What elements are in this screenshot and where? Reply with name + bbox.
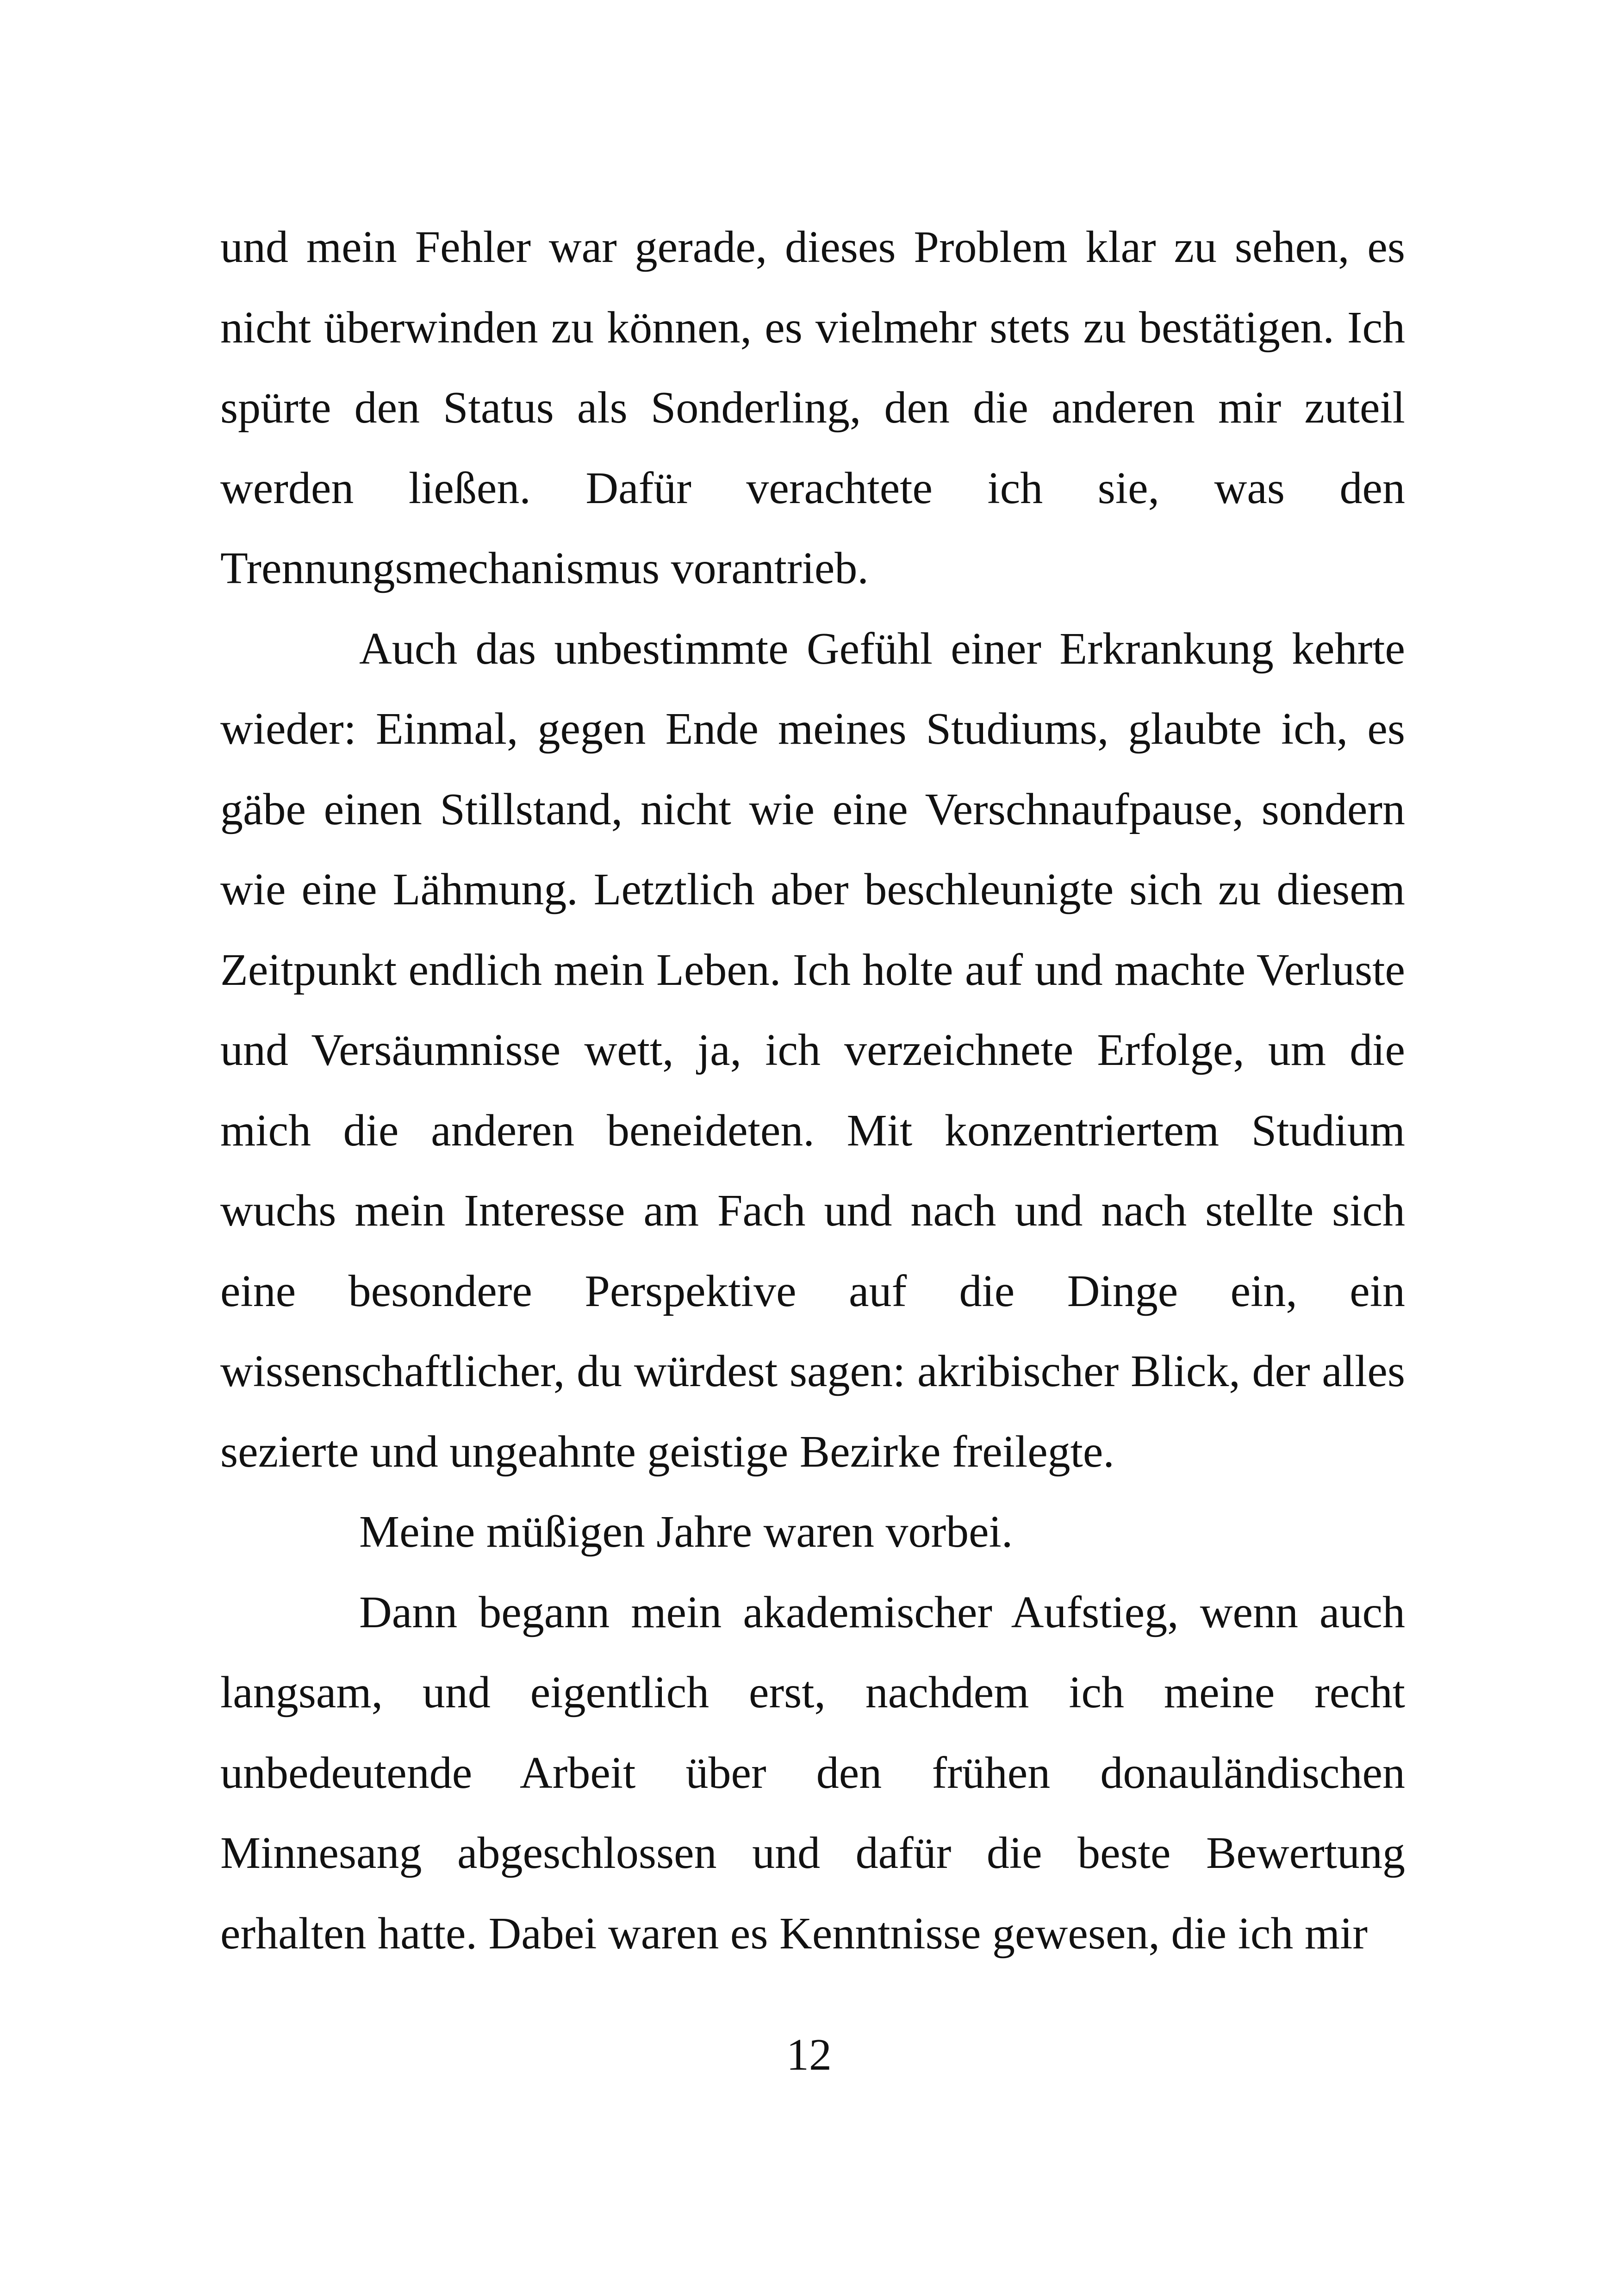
paragraph-1: und mein Fehler war gerade, dieses Problem klar zu sehen, es nicht überwinden zu können, es vielmehr stets zu bestätigen. Ich spürte den Status als Sonderling, den die anderen mir zuteil werden ließen. Dafür verachtete ich sie, was den Trennungsmechanismus vorantrieb. <box>220 222 1405 593</box>
paragraph-3: Meine müßigen Jahre waren vorbei. <box>359 1507 1013 1557</box>
paragraph-4: Dann begann mein akademischer Aufstieg, wenn auch langsam, und eigentlich erst, nachdem ich meine recht unbedeutende Arbeit über den frühen donauländischen Minnesang abgeschlossen und dafür die beste Bewertung erhalten hatte. Dabei waren es Kenntnisse gewesen, die ich mir <box>220 1587 1405 1959</box>
paragraph-2: Auch das unbestimmte Gefühl einer Erkrankung kehrte wieder: Einmal, gegen Ende meines Studiums, glaubte ich, es gäbe einen Stillstand, nicht wie eine Verschnaufpause, sondern wie eine Lähmung. Letztlich aber beschleunigte sich zu diesem Zeitpunkt endlich mein Leben. Ich holte auf und machte Verluste und Versäumnisse wett, ja, ich verzeichnete Erfolge, um die mich die anderen beneideten. Mit konzentriertem Studium wuchs mein Interesse am Fach und nach und nach stellte sich eine besondere Perspektive auf die Dinge ein, ein wissenschaftlicher, du würdest sagen: akribischer Blick, der alles sezierte und ungeahnte geistige Bezirke freilegte. <box>220 623 1405 1477</box>
body-text <box>220 207 1405 1974</box>
page-number: 12 <box>786 2030 832 2080</box>
